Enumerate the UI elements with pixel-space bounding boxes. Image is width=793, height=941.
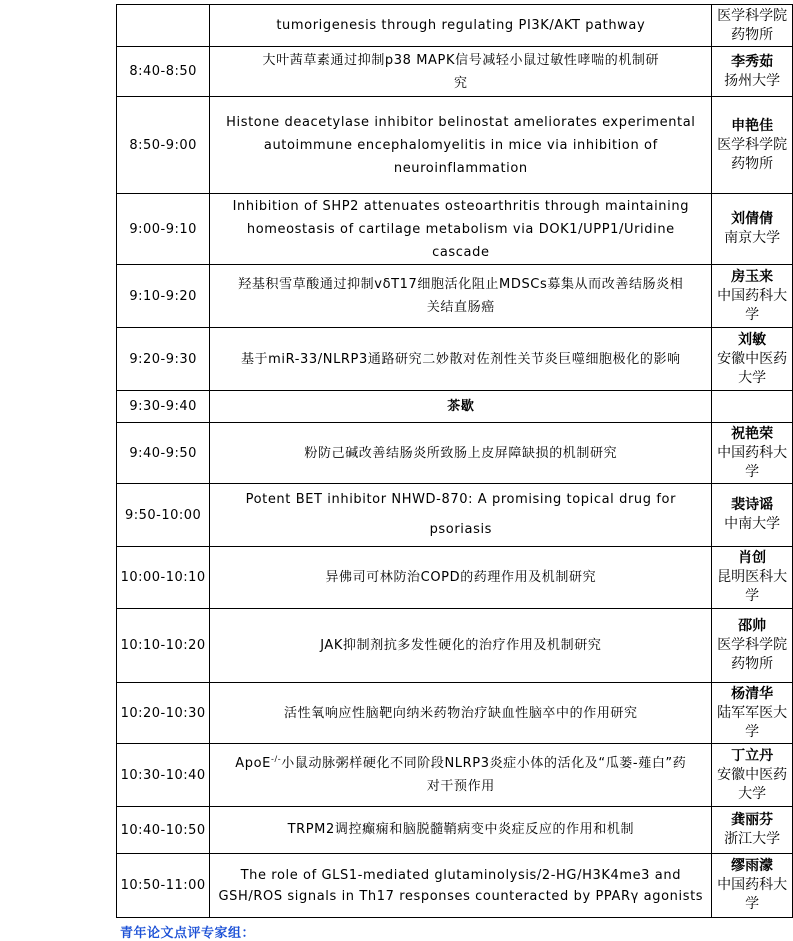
table-row (117, 265, 793, 328)
table-row (117, 47, 793, 97)
speaker-cell (712, 683, 793, 744)
speaker-name: 龚丽芬 (731, 812, 774, 828)
speaker-name: 李秀茹 (731, 53, 774, 70)
table-row (117, 547, 793, 609)
speaker-name: 肖创 (738, 550, 767, 566)
time-cell: 8:40-8:50 (117, 47, 210, 97)
speaker-affiliation: 陆军军医大学 (717, 704, 788, 740)
title-cell: 大叶茜草素通过抑制p38 MAPK信号减轻小鼠过敏性哮喘的机制研究 (210, 47, 712, 97)
table-row (117, 5, 793, 47)
title-text: 小鼠动脉粥样硬化不同阶段NLRP3炎症小体的活化及“瓜蒌-薤白”药对干预作用 (281, 756, 687, 794)
title-cell: 羟基积雪草酸通过抑制vδT17细胞活化阻止MDSCs募集从而改善结肠炎相关结直肠癌 (210, 265, 712, 328)
speaker-affiliation: 安徽中医药大学 (717, 350, 788, 386)
speaker-affiliation: 医学科学院药物所 (717, 7, 788, 43)
speaker-cell (712, 391, 793, 423)
table-row (117, 194, 793, 265)
title-cell: JAK抑制剂抗多发性硬化的治疗作用及机制研究 (210, 609, 712, 683)
time-cell: 10:20-10:30 (117, 683, 210, 744)
speaker-name: 裴诗谣 (731, 497, 774, 513)
speaker-name: 邵帅 (738, 618, 767, 634)
time-cell: 9:00-9:10 (117, 194, 210, 265)
table-row (117, 97, 793, 194)
speaker-cell (712, 265, 793, 328)
time-cell (117, 5, 210, 47)
title-cell (210, 744, 712, 807)
title-cell: tumorigenesis through regulating PI3K/AKT pathway (210, 5, 712, 47)
table-row (117, 854, 793, 918)
speaker-name: 丁立丹 (731, 747, 774, 764)
title-cell: Histone deacetylase inhibitor belinostat ameliorates experimental autoimmune encephalomyelitis in mice via inhibition of neuroinflammation (210, 97, 712, 194)
table-row (117, 423, 793, 484)
time-cell: 10:00-10:10 (117, 547, 210, 609)
speaker-cell (712, 744, 793, 807)
speaker-affiliation: 医学科学院药物所 (717, 136, 788, 172)
speaker-cell (712, 484, 793, 547)
time-cell: 9:20-9:30 (117, 328, 210, 391)
title-cell: 异佛司可林防治COPD的药理作用及机制研究 (210, 547, 712, 609)
title-superscript: -/- (271, 754, 282, 764)
speaker-cell (712, 807, 793, 854)
speaker-cell (712, 423, 793, 484)
speaker-cell (712, 47, 793, 97)
table-row (117, 391, 793, 423)
table-row (117, 328, 793, 391)
speaker-name: 房玉来 (731, 268, 774, 285)
table-row (117, 807, 793, 854)
speaker-cell (712, 547, 793, 609)
speaker-affiliation: 安徽中医药大学 (717, 766, 788, 802)
table-row (117, 744, 793, 807)
speaker-cell (712, 328, 793, 391)
title-cell: TRPM2调控癫痫和脑脱髓鞘病变中炎症反应的作用和机制 (210, 807, 712, 854)
title-cell: 粉防己碱改善结肠炎所致肠上皮屏障缺损的机制研究 (210, 423, 712, 484)
speaker-name: 刘敏 (738, 331, 767, 348)
time-cell: 9:40-9:50 (117, 423, 210, 484)
speaker-name: 缪雨濛 (731, 858, 774, 874)
speaker-affiliation: 昆明医科大学 (717, 569, 788, 604)
speaker-affiliation: 中国药科大学 (717, 287, 788, 323)
speaker-affiliation: 中国药科大学 (717, 444, 788, 480)
speaker-affiliation: 中国药科大学 (717, 877, 788, 912)
speaker-affiliation: 医学科学院药物所 (717, 637, 788, 672)
time-cell: 10:30-10:40 (117, 744, 210, 807)
table-row (117, 609, 793, 683)
title-text: ApoE (235, 756, 271, 771)
time-cell: 10:50-11:00 (117, 854, 210, 918)
speaker-cell (712, 194, 793, 265)
title-cell: 基于miR-33/NLRP3通路研究二妙散对佐剂性关节炎巨噬细胞极化的影响 (210, 328, 712, 391)
table-row (117, 484, 793, 547)
speaker-affiliation: 中南大学 (724, 516, 781, 532)
speaker-affiliation: 扬州大学 (724, 72, 781, 89)
table-row (117, 683, 793, 744)
speaker-name: 申艳佳 (731, 117, 774, 134)
time-cell: 10:40-10:50 (117, 807, 210, 854)
speaker-cell (712, 854, 793, 918)
speaker-name: 刘倩倩 (731, 211, 774, 227)
break-cell: 茶歇 (210, 391, 712, 423)
time-cell: 10:10-10:20 (117, 609, 210, 683)
speaker-name: 祝艳荣 (731, 425, 774, 442)
speaker-affiliation: 浙江大学 (724, 831, 781, 847)
speaker-cell (712, 609, 793, 683)
schedule-table (116, 4, 793, 918)
speaker-cell (712, 5, 793, 47)
time-cell: 9:50-10:00 (117, 484, 210, 547)
time-cell: 8:50-9:00 (117, 97, 210, 194)
time-cell: 9:10-9:20 (117, 265, 210, 328)
footer-heading: 青年论文点评专家组： (120, 926, 256, 941)
title-cell: 活性氧响应性脑靶向纳米药物治疗缺血性脑卒中的作用研究 (210, 683, 712, 744)
speaker-name: 杨清华 (731, 685, 774, 702)
speaker-cell (712, 97, 793, 194)
title-cell: The role of GLS1-mediated glutaminolysis/2-HG/H3K4me3 and GSH/ROS signals in Th17 responses counteracted by PPARγ agonists (210, 854, 712, 918)
title-cell: Inhibition of SHP2 attenuates osteoarthritis through maintaining homeostasis of cartilage metabolism via DOK1/UPP1/Uridine cascade (210, 194, 712, 265)
speaker-affiliation: 南京大学 (724, 230, 781, 246)
time-cell: 9:30-9:40 (117, 391, 210, 423)
title-cell: Potent BET inhibitor NHWD-870: A promising topical drug for psoriasis (210, 484, 712, 547)
